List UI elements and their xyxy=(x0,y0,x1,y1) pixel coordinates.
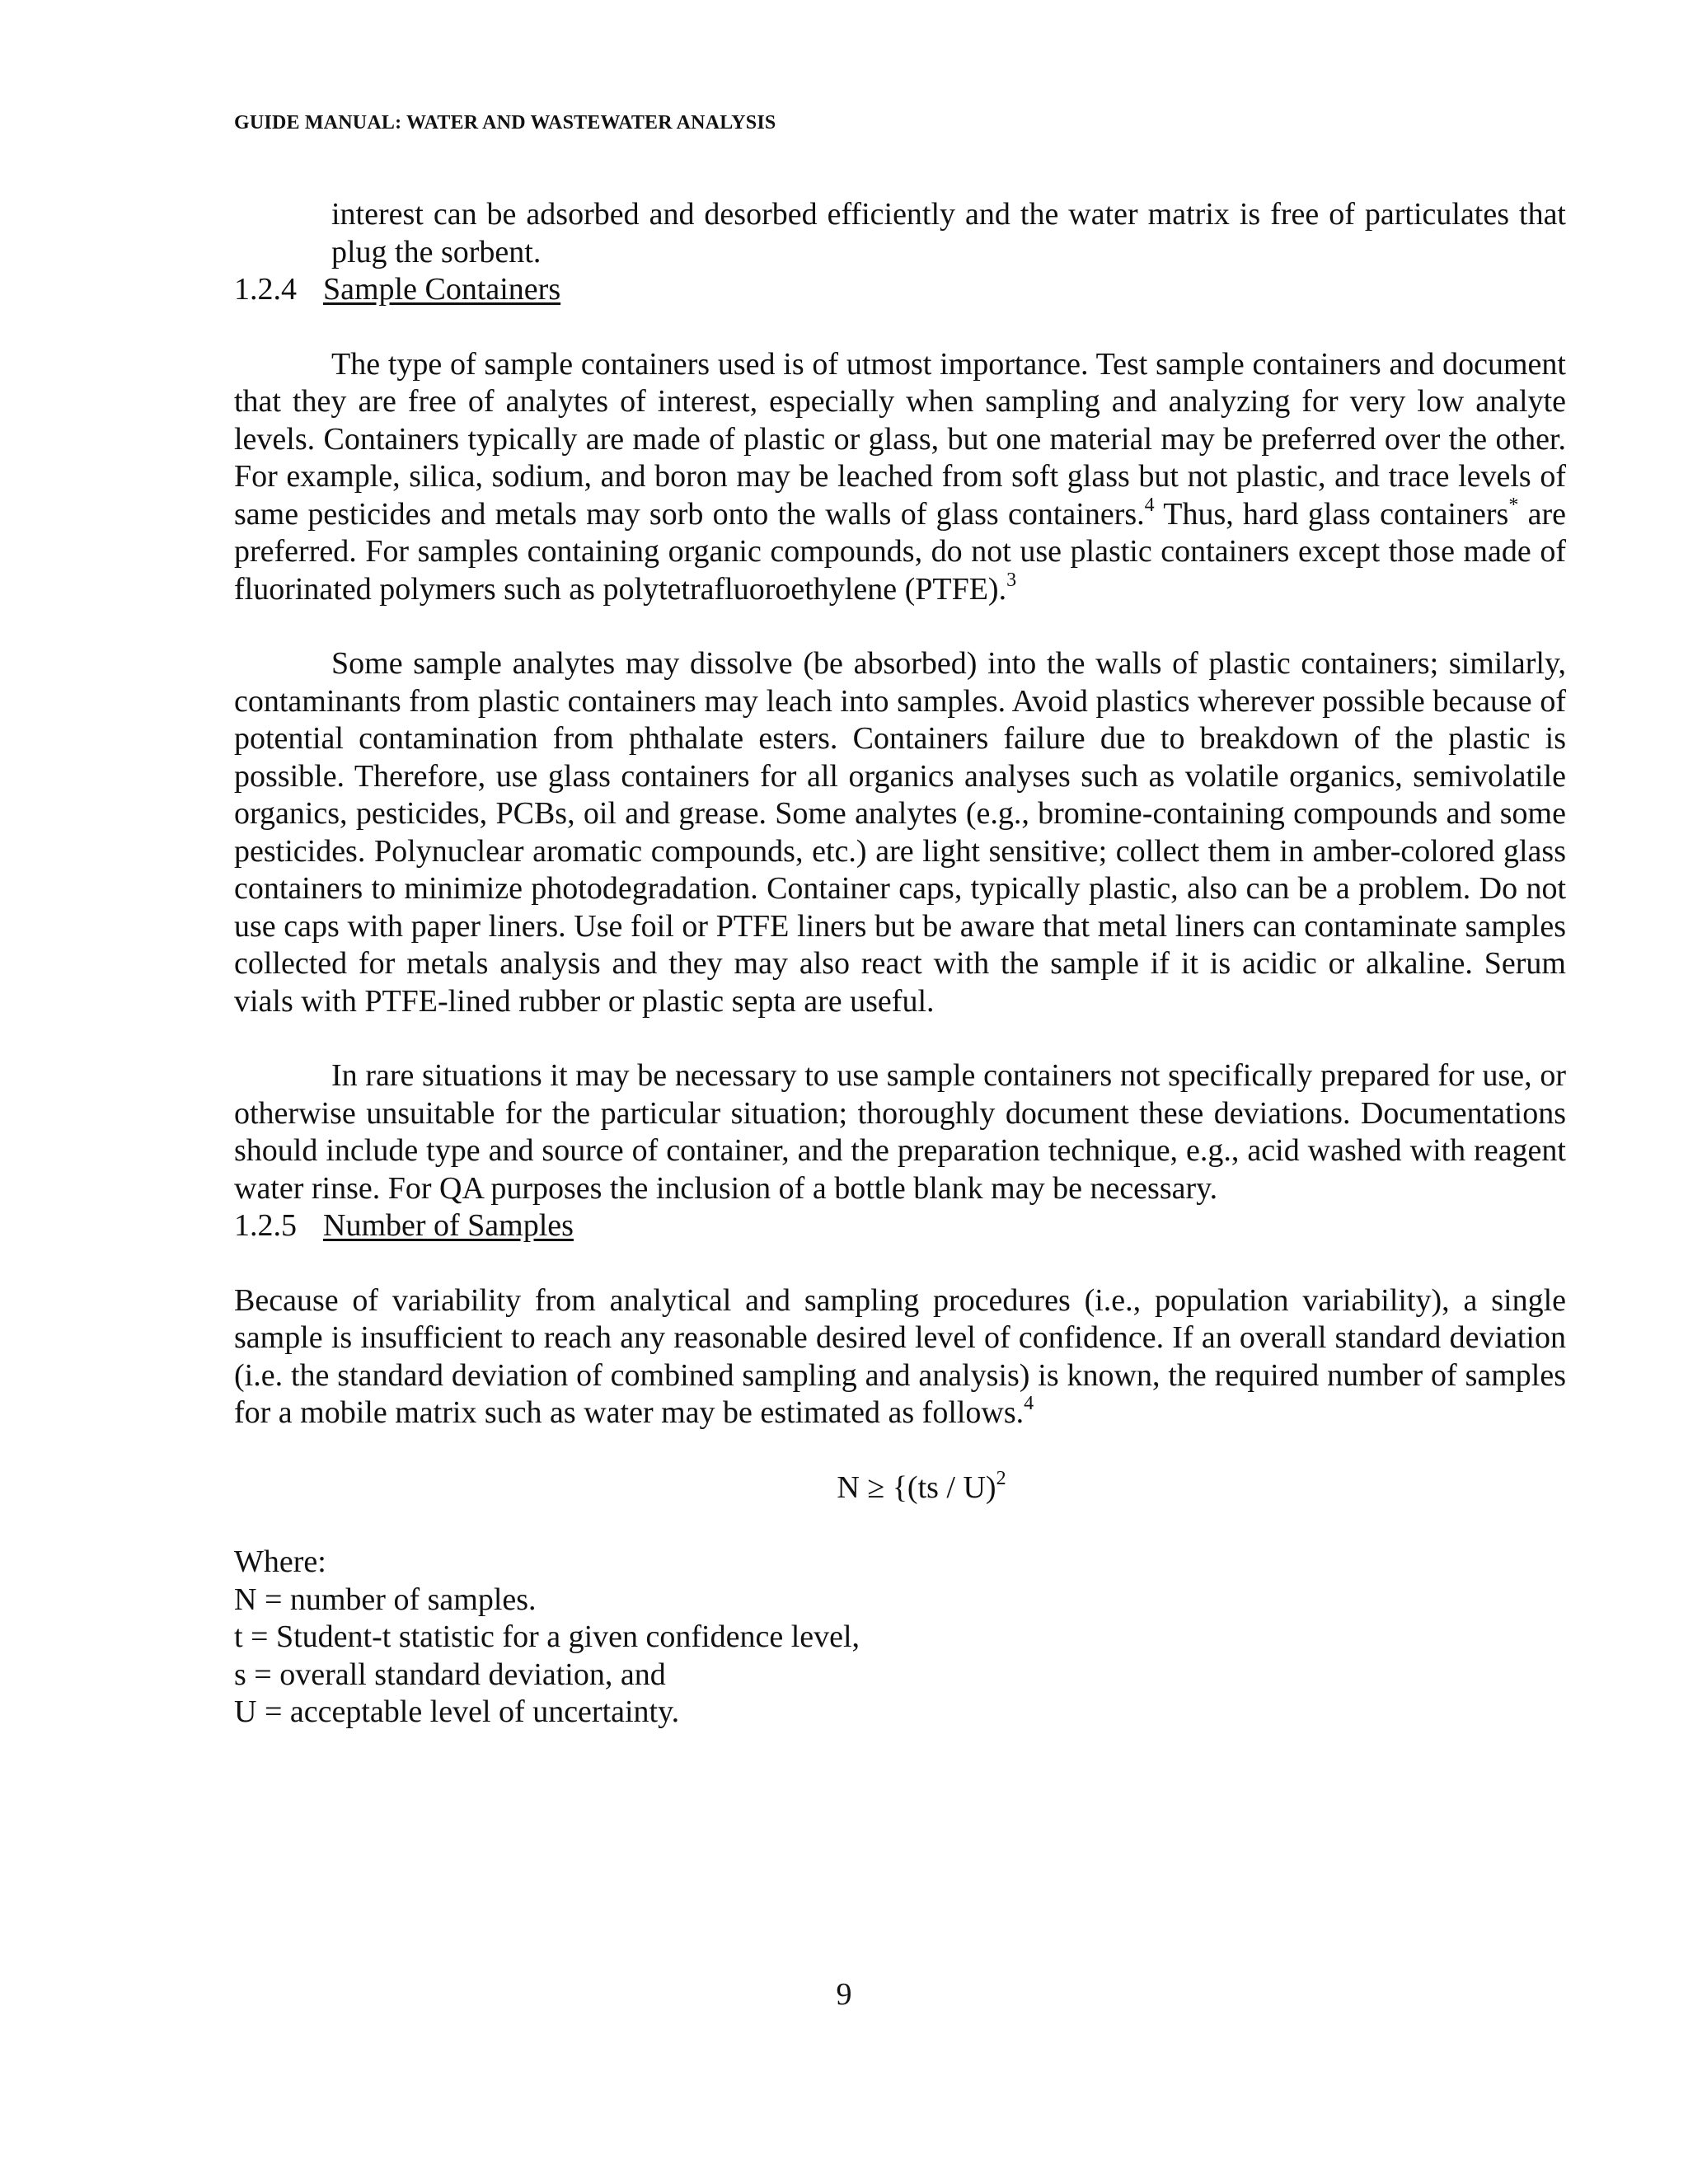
section-heading-1-2-4 xyxy=(234,271,1566,309)
reference-superscript: 4 xyxy=(1024,1393,1034,1414)
sample-size-formula xyxy=(234,1469,1566,1507)
section-title: Number of Samples xyxy=(323,1208,574,1243)
definition-item: t = Student-t statistic for a given confidence level, xyxy=(234,1619,860,1654)
where-label: Where: xyxy=(234,1544,326,1579)
page-number: 9 xyxy=(836,1977,852,2012)
section-number: 1.2.4 xyxy=(234,272,297,307)
section-heading-1-2-5 xyxy=(234,1207,1566,1245)
running-header: GUIDE MANUAL: WATER AND WASTEWATER ANALYSIS xyxy=(234,112,776,134)
reference-superscript: 4 xyxy=(1144,494,1155,516)
reference-superscript: 3 xyxy=(1006,569,1017,591)
definition-item: U = acceptable level of uncertainty. xyxy=(234,1694,680,1729)
definition-item: N = number of samples. xyxy=(234,1582,537,1617)
formula-text: N ≥ {(ts / U) xyxy=(837,1469,996,1505)
section-title: Sample Containers xyxy=(323,272,561,307)
paragraph-text: Because of variability from analytical and sampling procedures (i.e., population variability), a single sample is insufficient to reach any reasonable desired level of confidence. If an overall standard deviation (i.e. the standard deviation of combined sampling and analysis) is known, the required number of samples for a mobile matrix such as water may be estimated as follows. xyxy=(234,1282,1566,1430)
paragraph-text: are preferred. For samples containing organic compounds, do not use plastic containers except those made of fluorinated polymers such as polytetrafluoroethylene (PTFE). xyxy=(234,496,1566,607)
formula-exponent: 2 xyxy=(996,1467,1006,1489)
paragraph-text: Thus, hard glass containers xyxy=(1154,496,1509,532)
page-content xyxy=(234,196,1566,1732)
containers-paragraph-2: Some sample analytes may dissolve (be absorbed) into the walls of plastic containers; similarly, contaminants from plastic containers may leach into samples. Avoid plastics wherever possible because of potential contamination from phthalate esters. Containers failure due to breakdown of the plastic is possible. Therefore, use glass containers for all organics analyses such as volatile organics, semivolatile organics, pesticides, PCBs, oil and grease. Some analytes (e.g., bromine-containing compounds and some pesticides. Polynuclear aromatic compounds, etc.) are light sensitive; collect them in amber-colored glass containers to minimize photodegradation. Container caps, typically plastic, also can be a problem. Do not use caps with paper liners. Use foil or PTFE liners but be aware that metal liners can contaminate samples collected for metals analysis and they may also react with the sample if it is acidic or alkaline. Serum vials with PTFE-lined rubber or plastic septa are useful. xyxy=(234,646,1566,1019)
section-number: 1.2.5 xyxy=(234,1208,297,1243)
containers-paragraph-3: In rare situations it may be necessary to use sample containers not specifically prepared for use, or otherwise unsuitable for the particular situation; thoroughly document these deviations. Documentations should include type and source of container, and the preparation technique, e.g., acid washed with reagent water rinse. For QA purposes the inclusion of a bottle blank may be necessary. xyxy=(234,1058,1566,1206)
paragraph-text: The type of sample containers used is of utmost importance. Test sample containers and document that they are free of analytes of interest, especially when sampling and analyzing for very low analyte levels. Containers typically are made of plastic or glass, but one material may be preferred over the other. For example, silica, sodium, and boron may be leached from soft glass but not plastic, and trace levels of same pesticides and metals may sorb onto the walls of glass containers. xyxy=(234,346,1566,532)
footnote-marker: * xyxy=(1508,494,1519,516)
samples-paragraph xyxy=(234,1282,1566,1432)
intro-paragraph: interest can be adsorbed and desorbed efficiently and the water matrix is free of particulates that plug the sorbent. xyxy=(331,197,1566,269)
containers-paragraph-1 xyxy=(234,346,1566,609)
variable-definitions xyxy=(234,1544,1566,1732)
definition-item: s = overall standard deviation, and xyxy=(234,1657,666,1692)
